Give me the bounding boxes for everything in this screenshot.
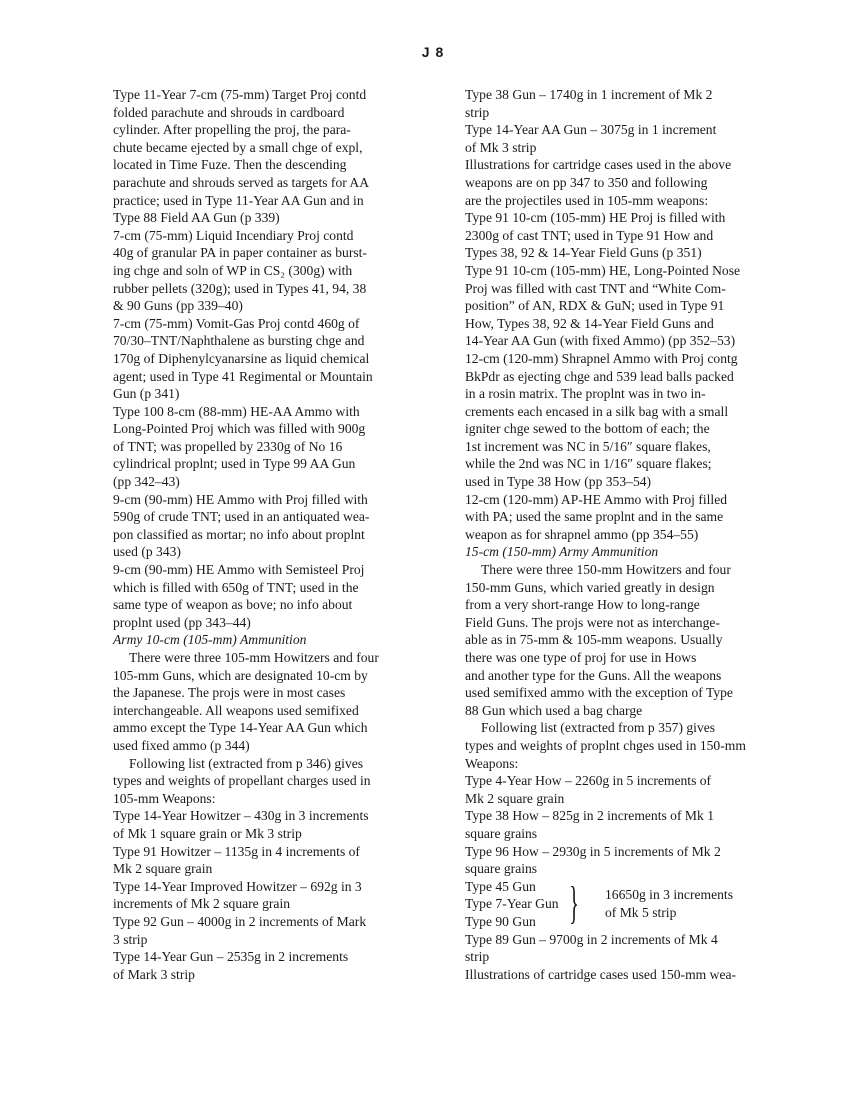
- text-line: are the projectiles used in 105-mm weapons:: [465, 192, 709, 208]
- text-line: 9-cm (90-mm) HE Ammo with Semisteel Proj: [113, 562, 365, 578]
- text-line: Type 91 10-cm (105-mm) HE, Long-Pointed Nose: [465, 262, 741, 278]
- text-line: the Japanese. The projs were in most cases: [113, 685, 346, 701]
- text-line: (pp 342–43): [113, 474, 180, 490]
- text-line: with PA; used the same proplnt and in the same: [465, 509, 724, 525]
- text-line: Gun (p 341): [113, 386, 180, 402]
- text-line: weapon as for shrapnel ammo (pp 354–55): [465, 526, 699, 542]
- text-line: same type of weapon as bove; no info about: [113, 597, 353, 613]
- text-line: folded parachute and shrouds in cardboard: [113, 104, 345, 120]
- text-line: used (p 343): [113, 544, 181, 560]
- text-line: 3 strip: [113, 931, 148, 947]
- text-line: Type 14-Year Improved Howitzer – 692g in 3: [113, 878, 362, 894]
- curly-brace-icon: }: [569, 876, 579, 928]
- text-line: strip: [465, 949, 490, 965]
- text-line: Following list (extracted from p 346) gives: [129, 755, 364, 771]
- right-column-bottom: [465, 931, 795, 984]
- text-line: Type 88 Field AA Gun (p 339): [113, 210, 280, 226]
- text-line: cylinder. After propelling the proj, the para-: [113, 122, 351, 138]
- text-line: used fixed ammo (p 344): [113, 737, 250, 753]
- text-line: rubber pellets (320g); used in Types 41, 94, 38: [113, 280, 367, 296]
- text-line: position” of AN, RDX & GuN; used in Type 91: [465, 298, 725, 314]
- text-line: pon classified as mortar; no info about proplnt: [113, 526, 365, 542]
- text-line: Type 89 Gun – 9700g in 2 increments of Mk 4: [465, 931, 718, 947]
- text-line: practice; used in Type 11-Year AA Gun and in: [113, 192, 364, 208]
- text-line: proplnt used (pp 343–44): [113, 614, 251, 630]
- text-line: Type 96 How – 2930g in 5 increments of Mk 2: [465, 843, 721, 859]
- text-line: Type 38 How – 825g in 2 increments of Mk 1: [465, 808, 714, 824]
- text-line: 88 Gun which used a bag charge: [465, 702, 643, 718]
- right-column: [465, 86, 795, 983]
- text-line: which is filled with 650g of TNT; used in the: [113, 579, 359, 595]
- text-line: crements each encased in a silk bag with a small: [465, 403, 729, 419]
- text-line: Mk 2 square grain: [465, 790, 565, 806]
- text-line: BkPdr as ejecting chge and 539 lead balls packed: [465, 368, 734, 384]
- text-line: Type 4-Year How – 2260g in 5 increments of: [465, 773, 712, 789]
- text-line: of Mark 3 strip: [113, 966, 195, 982]
- text-line: 1st increment was NC in 5/16″ square flakes,: [465, 438, 711, 454]
- text-line: 70/30–TNT/Naphthalene as bursting chge and: [113, 333, 365, 349]
- text-line: of Mk 3 strip: [465, 139, 537, 155]
- text-line: & 90 Guns (pp 339–40): [113, 298, 243, 314]
- text-line: chute became ejected by a small chge of expl,: [113, 139, 363, 155]
- text-line: interchangeable. All weapons used semifixed: [113, 702, 359, 718]
- brace-text: 16650g in 3 increments: [605, 886, 733, 902]
- text-line: 40g of granular PA in paper container as burst-: [113, 245, 367, 261]
- text-line: of TNT; was propelled by 2330g of No 16: [113, 438, 343, 454]
- section-heading: 15-cm (150-mm) Army Ammunition: [465, 544, 659, 560]
- text-line: 12-cm (120-mm) AP-HE Ammo with Proj filled: [465, 491, 728, 507]
- text-line: Types 38, 92 & 14-Year Field Guns (p 351): [465, 245, 702, 261]
- text-line: igniter chge sewed to the bottom of each; the: [465, 421, 710, 437]
- text-line: square grains: [465, 825, 538, 841]
- text-line: Proj was filled with cast TNT and “White Com-: [465, 280, 726, 296]
- text-line: used in Type 38 How (pp 353–54): [465, 474, 652, 490]
- right-column-top: [465, 86, 795, 878]
- text-line: Type 14-Year Gun – 2535g in 2 increments: [113, 949, 349, 965]
- text-line: 7-cm (75-mm) Liquid Incendiary Proj contd: [113, 227, 354, 243]
- text-line: types and weights of propellant charges used in: [113, 773, 371, 789]
- text-line: Type 100 8-cm (88-mm) HE-AA Ammo with: [113, 403, 360, 419]
- text-line: weapons are on pp 347 to 350 and following: [465, 174, 708, 190]
- text-line: located in Time Fuze. Then the descending: [113, 157, 347, 173]
- text-line: How, Types 38, 92 & 14-Year Field Guns and: [465, 315, 714, 331]
- text-line: Type 38 Gun – 1740g in 1 increment of Mk 2: [465, 87, 713, 102]
- text-line: from a very short-range How to long-range: [465, 597, 700, 613]
- text-line: Type 92 Gun – 4000g in 2 increments of Mark: [113, 913, 367, 929]
- text-line: Type 14-Year Howitzer – 430g in 3 increments: [113, 808, 369, 824]
- text-line: Weapons:: [465, 755, 519, 771]
- text-line: 9-cm (90-mm) HE Ammo with Proj filled with: [113, 491, 368, 507]
- text-line: ammo except the Type 14-Year AA Gun which: [113, 720, 368, 736]
- page-number: J 8: [421, 44, 445, 60]
- text-line: increments of Mk 2 square grain: [113, 896, 291, 912]
- text-line: of Mk 1 square grain or Mk 3 strip: [113, 825, 302, 841]
- text-line: used semifixed ammo with the exception of Type: [465, 685, 733, 701]
- brace-group: [465, 878, 795, 931]
- text-line: 150-mm Guns, which varied greatly in design: [465, 579, 715, 595]
- text-line: Illustrations of cartridge cases used 150-mm wea-: [465, 966, 737, 982]
- brace-text: of Mk 5 strip: [605, 904, 677, 920]
- text-line: cylindrical proplnt; used in Type 99 AA Gun: [113, 456, 356, 472]
- text-line: Long-Pointed Proj which was filled with 900g: [113, 421, 366, 437]
- text-line: 105-mm Guns, which are designated 10-cm by: [113, 667, 368, 683]
- text-line: 12-cm (120-mm) Shrapnel Ammo with Proj contg: [465, 350, 738, 366]
- text-line: 105-mm Weapons:: [113, 790, 216, 806]
- text-line: strip: [465, 104, 490, 120]
- brace-item: Type 7-Year Gun: [465, 896, 559, 912]
- text-line: in a rosin matrix. The proplnt was in two in-: [465, 386, 706, 402]
- brace-item: Type 90 Gun: [465, 913, 536, 929]
- text-line: There were three 150-mm Howitzers and four: [481, 562, 731, 578]
- text-line: while the 2nd was NC in 1/16″ square flakes;: [465, 456, 712, 472]
- text-line: Illustrations for cartridge cases used in the above: [465, 157, 732, 173]
- text-line: Type 14-Year AA Gun – 3075g in 1 increment: [465, 122, 717, 138]
- text-line: Type 91 Howitzer – 1135g in 4 increments of: [113, 843, 360, 859]
- text-line: able as in 75-mm & 105-mm weapons. Usually: [465, 632, 723, 648]
- text-line: square grains: [465, 861, 538, 877]
- brace-item: Type 45 Gun: [465, 878, 536, 894]
- text-line: parachute and shrouds served as targets for AA: [113, 174, 370, 190]
- text-line: 7-cm (75-mm) Vomit-Gas Proj contd 460g of: [113, 315, 360, 331]
- text-line: agent; used in Type 41 Regimental or Mountain: [113, 368, 373, 384]
- text-line: Mk 2 square grain: [113, 861, 213, 877]
- text-line: 170g of Diphenylcyanarsine as liquid chemical: [113, 350, 370, 366]
- text-line: and another type for the Guns. All the weapons: [465, 667, 722, 683]
- text-line: Type 91 10-cm (105-mm) HE Proj is filled with: [465, 210, 726, 226]
- text-line: 14-Year AA Gun (with fixed Ammo) (pp 352–53): [465, 333, 736, 349]
- text-line: 590g of crude TNT; used in an antiquated wea-: [113, 509, 370, 525]
- text-line: Field Guns. The projs were not as interchange-: [465, 614, 720, 630]
- text-line: ing chge and soln of WP in CS₂ (300g) with: [113, 262, 353, 278]
- text-line: Following list (extracted from p 357) gives: [481, 720, 716, 736]
- text-line: there was one type of proj for use in Hows: [465, 650, 697, 665]
- left-column: [113, 86, 413, 983]
- text-line: 2300g of cast TNT; used in Type 91 How and: [465, 227, 714, 243]
- text-line: types and weights of proplnt chges used in 150-mm: [465, 737, 746, 753]
- section-heading: Army 10-cm (105-mm) Ammunition: [113, 632, 307, 648]
- text-line: Type 11-Year 7-cm (75-mm) Target Proj contd: [113, 87, 367, 102]
- text-line: There were three 105-mm Howitzers and four: [129, 650, 379, 665]
